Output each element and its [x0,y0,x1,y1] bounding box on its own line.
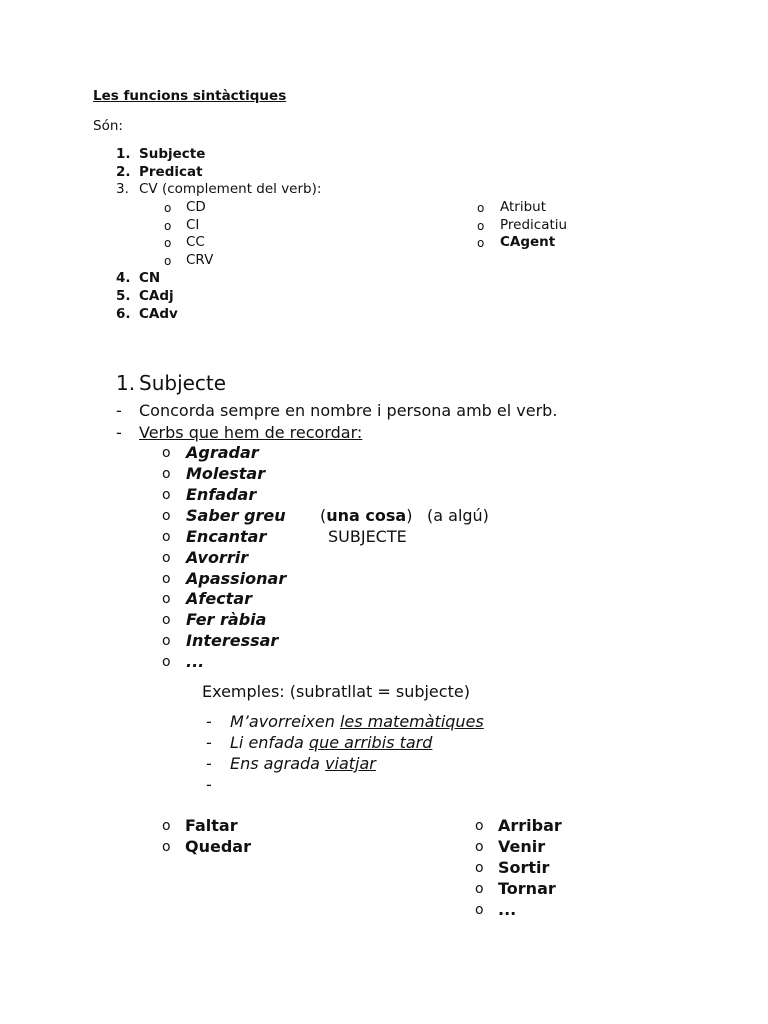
point-agreement: Concorda sempre en nombre i persona amb el verb. [139,401,558,420]
bullet-icon: o [162,818,171,834]
list-number: 3. [116,181,129,197]
bullet-icon: o [475,860,484,876]
bullet-icon: o [162,839,171,855]
bullet-icon: o [477,201,485,215]
example-sentence [230,754,376,773]
bullet-icon: o [162,445,171,461]
bullet-icon: o [162,508,171,524]
cv-item: CD [186,199,206,215]
bullet-icon: o [475,839,484,855]
page-title: Les funcions sintàctiques [93,88,287,104]
dash-marker: - [206,712,212,731]
bullet-icon: o [162,591,171,607]
dash-marker: - [206,775,212,794]
verb-item: Afectar [186,589,253,608]
list-item-subjecte: Subjecte [139,146,206,162]
example-sentence [230,733,432,752]
bullet-icon: o [164,219,172,233]
cv-item: Atribut [500,199,547,215]
example-subject: viatjar [325,754,376,773]
verb-item: Quedar [185,837,251,856]
example-sentence [230,712,484,731]
verb-item: Agradar [186,443,259,462]
verb-item: ... [186,652,205,671]
cv-item: CRV [186,252,214,268]
verb-item: Saber greu [186,506,286,525]
bullet-icon: o [477,236,485,250]
bullet-icon: o [162,633,171,649]
section-heading: Subjecte [139,371,227,395]
list-number: 4. [116,270,131,286]
verb-item: Apassionar [186,569,287,588]
dash-marker: - [206,754,212,773]
list-number: 5. [116,288,131,304]
example-text: Ens agrada [230,754,326,773]
dash-marker: - [116,401,122,420]
verb-item: Faltar [185,816,238,835]
cv-item: CAgent [500,234,556,250]
bullet-icon: o [162,654,171,670]
verb-item: Enfadar [186,485,257,504]
bullet-icon: o [162,550,171,566]
bullet-icon: o [162,612,171,628]
section-number: 1. [116,371,136,395]
example-text: M’avorreixen [230,712,340,731]
verb-item: Arribar [498,816,562,835]
list-item-predicat: Predicat [139,164,203,180]
verb-item: Interessar [186,631,279,650]
annotation-line [320,506,412,525]
verb-item: Avorrir [186,548,249,567]
list-item-cn: CN [139,270,161,286]
example-text: Li enfada [230,733,309,752]
bullet-icon: o [477,219,485,233]
list-item-cadv: CAdv [139,306,178,322]
verb-item: Tornar [498,879,556,898]
dash-marker: - [116,423,122,442]
list-item-cadj: CAdj [139,288,174,304]
example-subject: que arribis tard [308,733,433,752]
verb-item: Encantar [186,527,267,546]
verb-item: Molestar [186,464,266,483]
point-verbs: Verbs que hem de recordar: [139,423,363,442]
bullet-icon: o [475,902,484,918]
bullet-icon: o [162,466,171,482]
paren-open: ( [320,506,327,525]
verb-item: Venir [498,837,546,856]
bullet-icon: o [162,571,171,587]
bullet-icon: o [164,201,172,215]
bullet-icon: o [475,881,484,897]
dash-marker: - [206,733,212,752]
subjecte-label: SUBJECTE [328,527,407,546]
bullet-icon: o [164,236,172,250]
intro-text: Són: [93,118,123,134]
cv-item: CC [186,234,205,250]
una-cosa-label: una cosa [326,506,407,525]
examples-intro: Exemples: (subratllat = subjecte) [202,682,470,701]
verb-item: Fer ràbia [186,610,267,629]
bullet-icon: o [162,487,171,503]
bullet-icon: o [162,529,171,545]
cv-item: CI [186,217,200,233]
verb-item: Sortir [498,858,550,877]
bullet-icon: o [164,254,172,268]
list-number: 1. [116,146,131,162]
cv-item: Predicatiu [500,217,568,233]
list-item-cv: CV (complement del verb): [139,181,322,197]
list-number: 2. [116,164,131,180]
example-subject: les matemàtiques [339,712,484,731]
paren-close: ) [406,506,413,525]
a-algu-label: (a algú) [427,506,489,525]
verb-item: ... [498,900,517,919]
list-number: 6. [116,306,131,322]
bullet-icon: o [475,818,484,834]
